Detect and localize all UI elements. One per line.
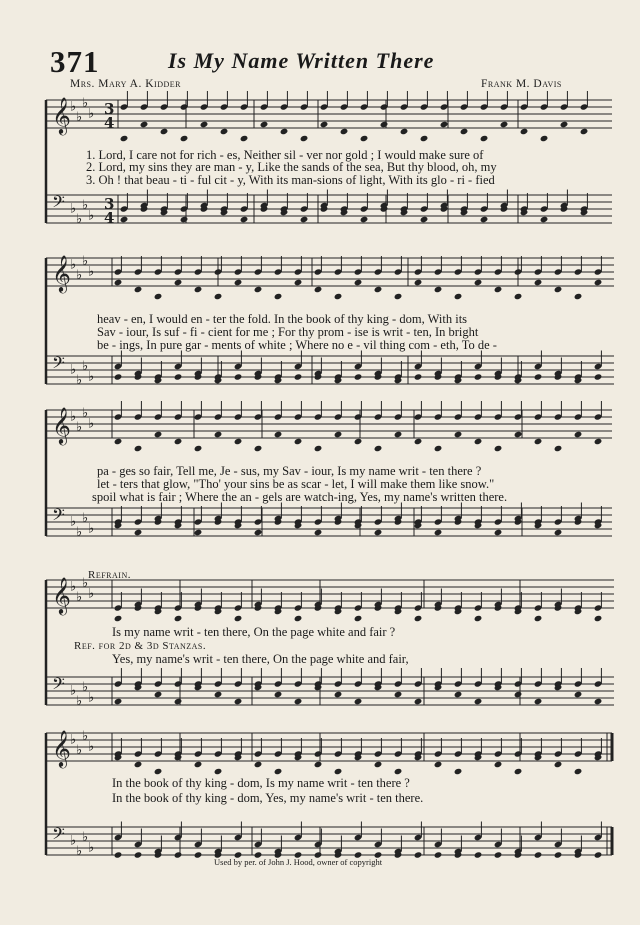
flat-icon: ♭: [88, 521, 95, 537]
note-head: [414, 698, 423, 705]
note-head: [440, 121, 449, 128]
note-head: [414, 438, 423, 445]
note-head: [354, 279, 363, 286]
note-head: [194, 761, 203, 768]
note-head: [160, 128, 169, 135]
refrain-line4: In the book of thy king - dom, Yes, my name's writ - ten there.: [112, 791, 424, 805]
note-head: [274, 293, 283, 300]
flat-icon: ♭: [70, 833, 77, 849]
note-head: [494, 529, 503, 536]
note-head: [214, 691, 223, 698]
hymn-number: 371: [50, 44, 100, 79]
note-head: [374, 761, 383, 768]
note-head: [414, 615, 423, 622]
time-signature-bottom: 4: [104, 209, 115, 227]
note-head: [174, 615, 183, 622]
flat-icon: ♭: [88, 840, 95, 856]
lyric-verse2-line1: 2. Lord, my sins they are man - y, Like the sands of the sea, But thy blood, oh, my: [86, 160, 497, 174]
note-head: [214, 431, 223, 438]
note-head: [200, 121, 209, 128]
note-head: [140, 121, 149, 128]
time-signature-top: 3: [104, 195, 115, 213]
note-head: [434, 286, 443, 293]
note-head: [554, 761, 563, 768]
treble-clef-icon: 𝄞: [52, 95, 71, 134]
note-head: [514, 431, 523, 438]
bass-clef-icon: 𝄢: [52, 673, 65, 698]
copyright-footer: Used by per. of John J. Hood, owner of copyright: [214, 857, 383, 867]
refrain-label: Refrain.: [88, 569, 131, 581]
note-head: [434, 529, 443, 536]
note-head: [374, 445, 383, 452]
flat-icon: ♭: [82, 729, 89, 744]
note-head: [234, 438, 243, 445]
note-head: [514, 768, 523, 775]
note-head: [240, 135, 249, 142]
note-head: [154, 768, 163, 775]
bass-clef-icon: 𝄢: [52, 504, 65, 529]
note-head: [414, 279, 423, 286]
note-head: [480, 216, 489, 223]
note-head: [454, 431, 463, 438]
note-head: [534, 438, 543, 445]
lyric-verse2-line2: Sav - iour, Is suf - fi - cient for me ; For thy prom - ise is writ - ten, In bright: [97, 325, 479, 339]
note-head: [460, 128, 469, 135]
lyric-verse3-line1: 3. Oh ! that beau - ti - ful cit - y, With its man-sions of light, With its glo - ri - fied: [86, 173, 495, 187]
note-head: [560, 121, 569, 128]
flat-icon: ♭: [76, 420, 83, 435]
note-head: [480, 135, 489, 142]
note-head: [494, 445, 503, 452]
note-head: [134, 851, 143, 858]
flat-icon: ♭: [82, 830, 89, 845]
note-head: [260, 121, 269, 128]
note-head: [134, 445, 143, 452]
time-signature-top: 3: [104, 100, 115, 118]
flat-icon: ♭: [76, 268, 83, 283]
note-head: [394, 691, 403, 698]
flat-icon: ♭: [88, 586, 95, 602]
note-head: [554, 529, 563, 536]
note-head: [554, 286, 563, 293]
flat-icon: ♭: [82, 96, 89, 111]
flat-icon: ♭: [82, 254, 89, 269]
note-head: [280, 128, 289, 135]
note-head: [354, 373, 363, 380]
note-head: [314, 529, 323, 536]
note-head: [534, 851, 543, 858]
treble-clef-icon: 𝄞: [52, 253, 71, 292]
note-head: [114, 851, 123, 858]
note-head: [594, 438, 603, 445]
note-head: [534, 615, 543, 622]
note-head: [120, 216, 129, 223]
refrain-ref-label: Ref. for 2d & 3d Stanzas.: [74, 640, 207, 652]
note-head: [374, 286, 383, 293]
note-head: [114, 438, 123, 445]
note-head: [194, 286, 203, 293]
composer-credit: Frank M. Davis: [481, 78, 562, 90]
flat-icon: ♭: [88, 264, 95, 280]
note-head: [354, 615, 363, 622]
note-head: [194, 529, 203, 536]
note-head: [134, 761, 143, 768]
note-head: [540, 135, 549, 142]
note-head: [414, 373, 423, 380]
note-head: [380, 121, 389, 128]
note-head: [474, 615, 483, 622]
treble-clef-icon: 𝄞: [52, 405, 71, 444]
bass-clef-icon: 𝄢: [52, 823, 65, 848]
flat-icon: ♭: [82, 576, 89, 591]
lyric-verse2-line3: let - ters that glow, "Tho' your sins be as scar - let, I will make them like snow.": [97, 477, 495, 491]
note-head: [240, 216, 249, 223]
note-head: [314, 286, 323, 293]
note-head: [574, 691, 583, 698]
flat-icon: ♭: [88, 690, 95, 706]
note-head: [114, 698, 123, 705]
note-head: [554, 851, 563, 858]
note-head: [234, 279, 243, 286]
note-head: [334, 691, 343, 698]
note-head: [294, 615, 303, 622]
note-head: [494, 286, 503, 293]
flat-icon: ♭: [70, 683, 77, 699]
note-head: [294, 373, 303, 380]
flat-icon: ♭: [82, 406, 89, 421]
flat-icon: ♭: [76, 110, 83, 125]
note-head: [254, 529, 263, 536]
note-head: [400, 128, 409, 135]
note-head: [574, 293, 583, 300]
flat-icon: ♭: [76, 525, 83, 540]
bass-clef-icon: 𝄢: [52, 191, 65, 216]
lyric-verse1-line3: pa - ges so fair, Tell me, Je - sus, my Sav - iour, Is my name writ - ten there ?: [97, 464, 482, 478]
note-head: [474, 373, 483, 380]
note-head: [300, 135, 309, 142]
flat-icon: ♭: [88, 739, 95, 755]
refrain-line1: Is my name writ - ten there, On the page white and fair ?: [112, 625, 396, 639]
note-head: [420, 135, 429, 142]
note-head: [500, 121, 509, 128]
note-head: [514, 293, 523, 300]
note-head: [594, 373, 603, 380]
note-head: [314, 445, 323, 452]
hymn-title: Is My Name Written There: [168, 48, 435, 73]
lyric-verse3-line2: be - ings, In pure gar - ments of white ; Where no e - vil thing com - eth, To de -: [97, 338, 497, 352]
flat-icon: ♭: [76, 844, 83, 859]
flat-icon: ♭: [88, 416, 95, 432]
note-head: [434, 761, 443, 768]
note-head: [454, 768, 463, 775]
note-head: [354, 698, 363, 705]
note-head: [174, 373, 183, 380]
flat-icon: ♭: [70, 257, 77, 273]
note-head: [334, 293, 343, 300]
note-head: [594, 279, 603, 286]
note-head: [340, 128, 349, 135]
note-head: [394, 768, 403, 775]
note-head: [520, 128, 529, 135]
flat-icon: ♭: [70, 579, 77, 595]
note-head: [554, 445, 563, 452]
note-head: [360, 216, 369, 223]
note-head: [354, 438, 363, 445]
note-head: [474, 279, 483, 286]
flat-icon: ♭: [82, 680, 89, 695]
flat-icon: ♭: [82, 198, 89, 213]
flat-icon: ♭: [70, 362, 77, 378]
note-head: [534, 373, 543, 380]
note-head: [220, 128, 229, 135]
note-head: [494, 761, 503, 768]
lyric-verse1-line2: heav - en, I would en - ter the fold. In the book of thy king - dom, With its: [97, 312, 468, 326]
note-head: [574, 431, 583, 438]
note-head: [114, 615, 123, 622]
flat-icon: ♭: [76, 212, 83, 227]
note-head: [154, 691, 163, 698]
note-head: [194, 851, 203, 858]
note-head: [420, 216, 429, 223]
flat-icon: ♭: [76, 590, 83, 605]
note-head: [534, 279, 543, 286]
note-head: [134, 529, 143, 536]
note-head: [174, 851, 183, 858]
note-head: [394, 431, 403, 438]
bass-clef-icon: 𝄢: [52, 352, 65, 377]
note-head: [434, 851, 443, 858]
note-head: [174, 279, 183, 286]
note-head: [174, 438, 183, 445]
time-signature-bottom: 4: [104, 114, 115, 132]
note-head: [274, 691, 283, 698]
note-head: [114, 373, 123, 380]
note-head: [314, 761, 323, 768]
note-head: [194, 445, 203, 452]
note-head: [594, 698, 603, 705]
note-head: [494, 851, 503, 858]
note-head: [174, 698, 183, 705]
note-head: [594, 851, 603, 858]
treble-clef-icon: 𝄞: [52, 728, 71, 767]
note-head: [300, 216, 309, 223]
note-head: [474, 698, 483, 705]
refrain-line3: In the book of thy king - dom, Is my name writ - ten there ?: [112, 776, 410, 790]
flat-icon: ♭: [88, 208, 95, 224]
flat-icon: ♭: [70, 409, 77, 425]
note-head: [514, 691, 523, 698]
note-head: [254, 761, 263, 768]
note-head: [474, 438, 483, 445]
note-head: [120, 135, 129, 142]
note-head: [294, 279, 303, 286]
note-head: [454, 691, 463, 698]
flat-icon: ♭: [76, 373, 83, 388]
note-head: [374, 529, 383, 536]
note-head: [234, 615, 243, 622]
flat-icon: ♭: [76, 694, 83, 709]
flat-icon: ♭: [82, 511, 89, 526]
note-head: [274, 768, 283, 775]
flat-icon: ♭: [70, 732, 77, 748]
note-head: [434, 445, 443, 452]
note-head: [454, 293, 463, 300]
flat-icon: ♭: [82, 359, 89, 374]
lyric-verse1-line1: 1. Lord, I care not for rich - es, Neither sil - ver nor gold ; I would make sure of: [86, 148, 484, 162]
flat-icon: ♭: [88, 369, 95, 385]
note-head: [134, 286, 143, 293]
note-head: [414, 851, 423, 858]
flat-icon: ♭: [88, 106, 95, 122]
note-head: [114, 279, 123, 286]
note-head: [594, 615, 603, 622]
note-head: [574, 768, 583, 775]
flat-icon: ♭: [70, 99, 77, 115]
note-head: [234, 373, 243, 380]
flat-icon: ♭: [70, 514, 77, 530]
note-head: [474, 851, 483, 858]
note-head: [334, 768, 343, 775]
note-head: [294, 698, 303, 705]
note-head: [580, 128, 589, 135]
note-head: [214, 768, 223, 775]
note-head: [180, 135, 189, 142]
note-head: [540, 216, 549, 223]
note-head: [320, 121, 329, 128]
note-head: [274, 431, 283, 438]
refrain-line2: Yes, my name's writ - ten there, On the page white and fair,: [112, 652, 409, 666]
note-head: [360, 135, 369, 142]
author-credit: Mrs. Mary A. Kidder: [70, 78, 181, 90]
note-head: [394, 293, 403, 300]
note-head: [254, 445, 263, 452]
flat-icon: ♭: [76, 743, 83, 758]
treble-clef-icon: 𝄞: [52, 575, 71, 614]
lyric-verse3-line3: spoil what is fair ; Where the an - gels are watch-ing, Yes, my name's written there.: [92, 490, 508, 504]
note-head: [294, 438, 303, 445]
note-head: [154, 293, 163, 300]
note-head: [154, 431, 163, 438]
note-head: [214, 293, 223, 300]
note-head: [234, 698, 243, 705]
note-head: [334, 431, 343, 438]
note-head: [534, 698, 543, 705]
note-head: [254, 286, 263, 293]
note-head: [180, 216, 189, 223]
flat-icon: ♭: [70, 201, 77, 217]
